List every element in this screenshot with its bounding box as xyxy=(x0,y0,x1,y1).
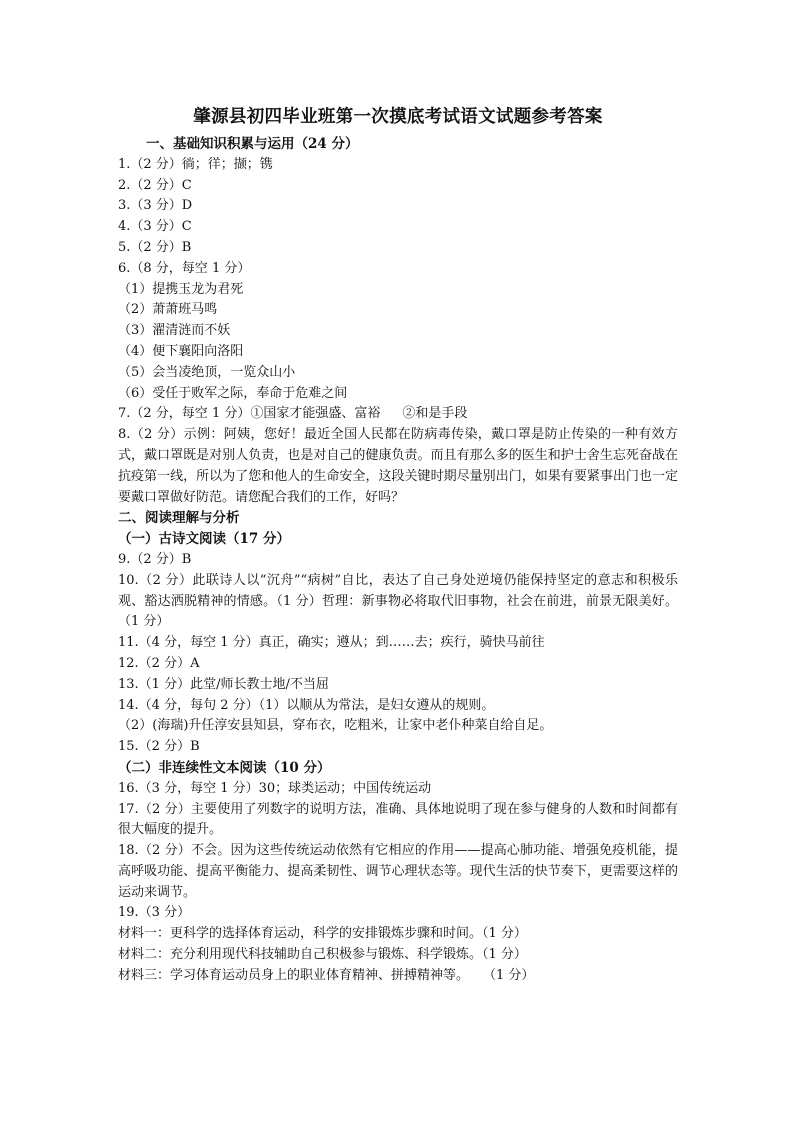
answer-line-q7 xyxy=(118,404,678,425)
answer-line: 3.（3 分）D xyxy=(118,198,193,214)
q7-part-b: ②和是手段 xyxy=(402,406,468,422)
answer-line: 1.（2 分）徜；徉；撷；镌 xyxy=(118,156,273,172)
answer-line: 材料二：充分利用现代科技辅助自己积极参与锻炼、科学锻炼。（1 分） xyxy=(118,947,527,963)
page-title: 肇源县初四毕业班第一次摸底考试语文试题参考答案 xyxy=(193,107,603,127)
answer-line: （6）受任于败军之际，奉命于危难之间 xyxy=(118,385,348,401)
answer-line: （3）濯清涟而不妖 xyxy=(118,323,231,339)
answer-paragraph-q8: 8.（2 分）示例：阿姨，您好！最近全国人民都在防病毒传染，戴口罩是防止传染的一种有效方式，戴口罩既是对别人负责，也是对自己的健康负责。而且有那么多的医生和护士舍生忘死奋战在抗疫第一线，所以为了您和他人的生命安全，这段关键时期尽量别出门，如果有要紧事出门也一定要戴口罩做好防范。请您配合我们的工作，好吗？ xyxy=(118,427,678,505)
answer-line: 2.（2 分）C xyxy=(118,177,192,193)
answer-line: （2）萧萧班马鸣 xyxy=(118,302,218,318)
answer-line: （5）会当凌绝顶，一览众山小 xyxy=(118,364,296,380)
answer-line-material-3 xyxy=(118,966,678,987)
answer-paragraph: 17.（2 分）主要使用了列数字的说明方法，准确、具体地说明了现在参与健身的人数和时间都有很大幅度的提升。 xyxy=(118,801,678,838)
answer-line: 4.（3 分）C xyxy=(118,219,192,235)
material-3-score: （1 分） xyxy=(483,967,535,983)
q7-part-a: 7.（2 分，每空 1 分）①国家才能强盛、富裕 xyxy=(118,406,381,422)
answer-line: 14.（4 分，每句 2 分）（1）以顺从为常法，是妇女遵从的规则。 xyxy=(118,697,495,713)
answer-line: 16.（3 分，每空 1 分）30；球类运动；中国传统运动 xyxy=(118,780,432,796)
subsection-heading: （一）古诗文阅读（17 分） xyxy=(118,531,290,548)
answer-line: 材料一：更科学的选择体育运动，科学的安排锻炼步骤和时间。（1 分） xyxy=(118,926,527,942)
section-2-heading: 二、阅读理解与分析 xyxy=(118,510,240,527)
answer-line: （2）(海瑞)升任淳安县知县，穿布衣，吃粗米，让家中老仆种菜自给自足。 xyxy=(118,718,553,734)
answer-paragraph: 18.（2 分）不会。因为这些传统运动依然有它相应的作用——提高心肺功能、增强免疫机能，提高呼吸功能、提高平衡能力、提高柔韧性、调节心理状态等。现代生活的快节奏下，更需要这样的运动来调节。 xyxy=(118,843,678,900)
subsection-heading: （二）非连续性文本阅读（10 分） xyxy=(118,759,331,776)
section-1-heading: 一、基础知识积累与运用（24 分） xyxy=(146,136,359,152)
answer-line: （1）提携玉龙为君死 xyxy=(118,281,244,297)
material-3-text: 材料三：学习体育运动员身上的职业体育精神、拼搏精神等。 xyxy=(118,967,470,983)
answer-line: 12.（2 分）A xyxy=(118,655,200,671)
answer-line: 9.（2 分）B xyxy=(118,551,192,567)
answer-line: 5.（2 分）B xyxy=(118,239,192,255)
answer-line: 13.（1 分）此堂/师长教士地/不当屈 xyxy=(118,676,329,692)
answer-line: 11.（4 分，每空 1 分）真正，确实；遵从；到……去；疾行，骑快马前往 xyxy=(118,635,545,651)
answer-line: 19.（3 分） xyxy=(118,905,191,921)
answer-line: （4）便下襄阳向洛阳 xyxy=(118,343,244,359)
answer-paragraph: 10.（2 分）此联诗人以“沉舟”“病树”自比，表达了自己身处逆境仍能保持坚定的意志和积极乐观、豁达洒脱精神的情感。（1 分）哲理：新事物必将取代旧事物，社会在前进，前景无限美好。（1 分） xyxy=(118,572,678,630)
answer-line: 15.（2 分）B xyxy=(118,739,200,755)
answer-line: 6.（8 分，每空 1 分） xyxy=(118,260,251,276)
answer-key-page xyxy=(118,104,678,987)
